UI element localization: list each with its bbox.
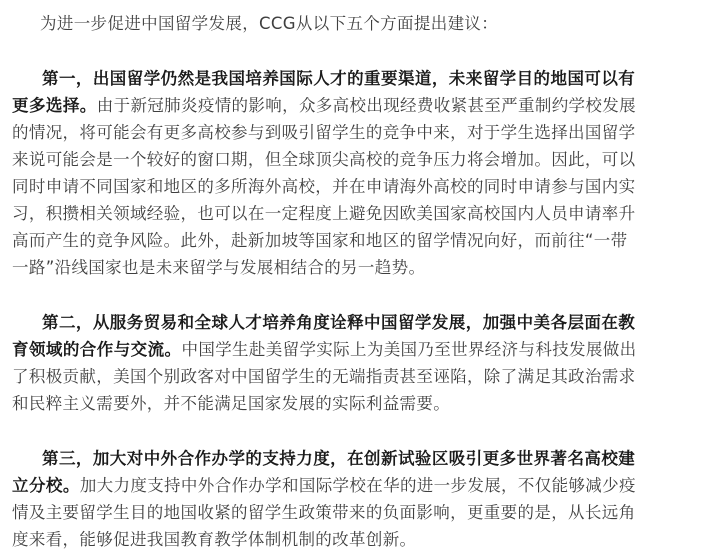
section-1-body-line-5: 习，积攒相关领域经验，也可以在一定程度上避免因欧美国家高校国内人员申请率升 — [12, 204, 636, 223]
section-3-body-line-2: 情及主要留学生目的地国收紧的留学生政策带来的负面影响，更重要的是，从长远角 — [12, 503, 636, 522]
section-1-body-line-3: 来说可能会是一个较好的窗口期，但全球顶尖高校的竞争压力将会增加。因此，可以 — [12, 150, 636, 169]
section-3-body-line-3: 度来看，能够促进我国教育教学体制机制的改革创新。 — [12, 530, 417, 549]
section-1-body-line-7: 一路”沿线国家也是未来留学与发展相结合的另一趋势。 — [12, 258, 426, 277]
section-1-heading-line-2: 更多选择。 — [12, 96, 97, 115]
section-1-body-line-2: 的情况，将可能会有更多高校参与到吸引留学生的竞争中来，对于学生选择出国留学 — [12, 123, 636, 142]
section-1-body-line-4: 同时申请不同国家和地区的多所海外高校，并在申请海外高校的同时申请参与国内实 — [12, 177, 636, 196]
section-2-body-line-1: 中国学生赴美留学实际上为美国乃至世界经济与科技发展做出 — [181, 340, 637, 359]
section-1-body-line-6: 高而产生的竞争风险。此外，赴新加坡等国家和地区的留学情况向好，而前往“一带 — [12, 231, 628, 250]
section-3-heading-line-1: 第三，加大对中外合作办学的支持力度，在创新试验区吸引更多世界著名高校建 — [42, 449, 636, 468]
section-2-heading-line-2: 育领域的合作与交流。 — [12, 340, 182, 359]
section-1-body-line-1: 由于新冠肺炎疫情的影响，众多高校出现经费收紧甚至严重制约学校发展 — [96, 96, 636, 115]
section-3-body-line-1: 加大力度支持中外合作办学和国际学校在华的进一步发展，不仅能够减少疫 — [79, 476, 636, 495]
intro-paragraph: 为进一步促进中国留学发展，CCG从以下五个方面提出建议： — [40, 14, 499, 33]
section-2-body-line-2: 了积极贡献，美国个别政客对中国留学生的无端指责甚至诬陷，除了满足其政治需求 — [12, 367, 636, 386]
section-1-mixed-line — [12, 96, 702, 116]
section-2-mixed-line — [12, 340, 702, 360]
section-3-mixed-line — [12, 476, 702, 496]
section-2-body-line-3: 和民粹主义需要外，并不能满足国家发展的实际利益需要。 — [12, 394, 451, 413]
section-2-heading-line-1: 第二，从服务贸易和全球人才培养角度诠释中国留学发展，加强中美各层面在教 — [42, 313, 636, 332]
section-3-heading-line-2: 立分校。 — [12, 476, 80, 495]
section-1-heading-line-1: 第一，出国留学仍然是我国培养国际人才的重要渠道，未来留学目的地国可以有 — [42, 69, 636, 88]
